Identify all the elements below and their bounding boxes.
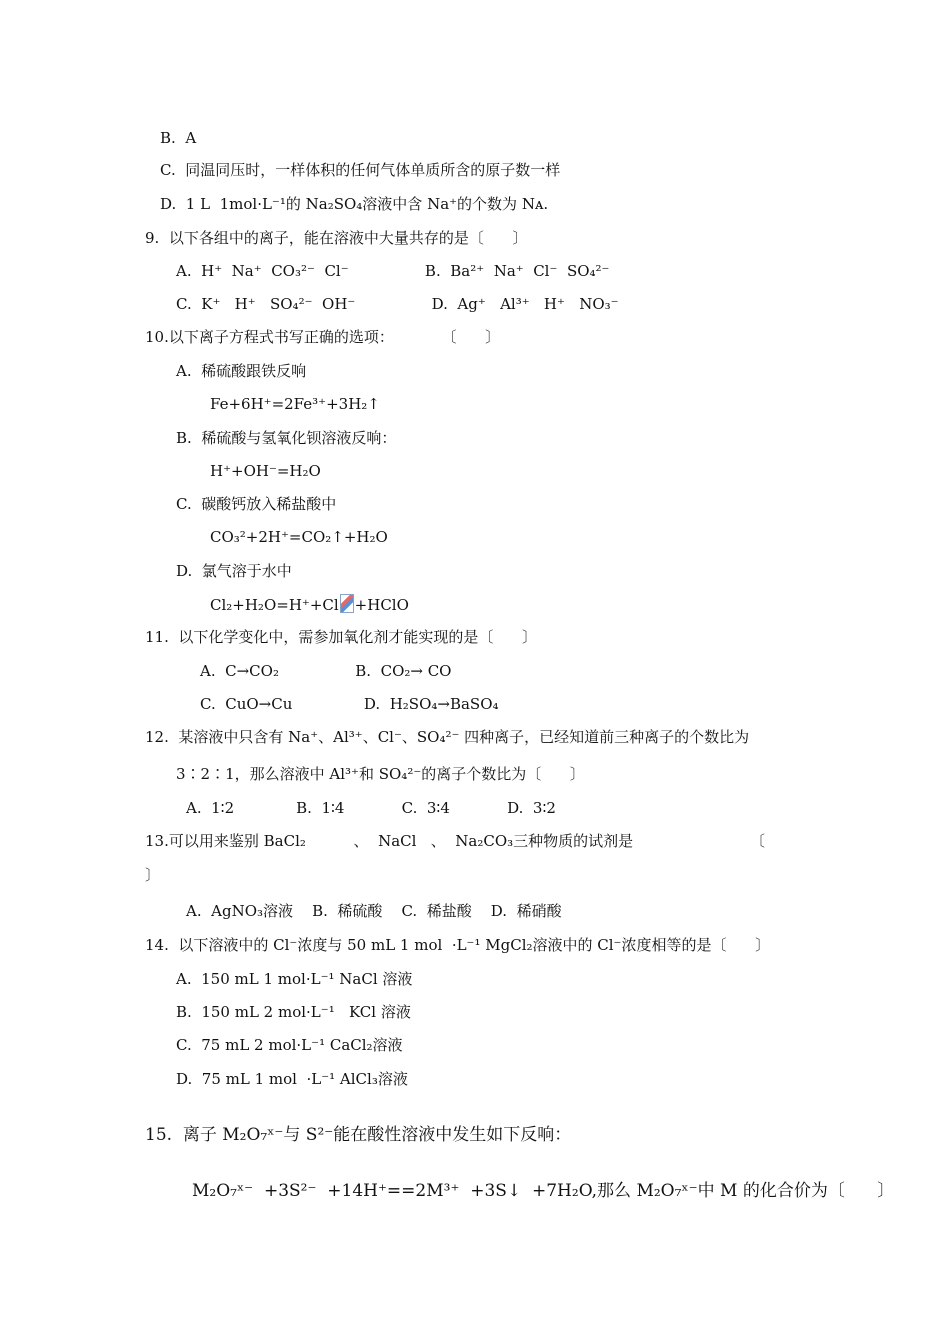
q10-option-b-equation: H⁺+OH⁻=H₂O xyxy=(210,462,321,480)
q10-option-a: A. 稀硫酸跟铁反响 xyxy=(176,362,307,380)
q11-options-ab: A. C→CO₂ B. CO₂→ CO xyxy=(200,662,452,680)
q8-option-b: B. A xyxy=(160,129,197,147)
q10-d-equation-right: +HClO xyxy=(354,596,409,614)
q14-option-d: D. 75 mL 1 mol ·L⁻¹ AlCl₃溶液 xyxy=(176,1070,408,1088)
q11-options-cd: C. CuO→Cu D. H₂SO₄→BaSO₄ xyxy=(200,695,499,713)
q10-option-d: D. 氯气溶于水中 xyxy=(176,562,292,580)
q10-d-equation-left: Cl₂+H₂O=H⁺+Cl xyxy=(210,596,339,614)
q8-option-c: C. 同温同压时，一样体积的任何气体单质所含的原子数一样 xyxy=(160,161,561,179)
q10-option-d-equation xyxy=(210,594,409,615)
question-9: 9. 以下各组中的离子，能在溶液中大量共存的是〔 〕 xyxy=(145,229,528,247)
q10-option-a-equation: Fe+6H⁺=2Fe³⁺+3H₂↑ xyxy=(210,395,380,413)
q12-options: A. 1∶2 B. 1∶4 C. 3∶4 D. 3∶2 xyxy=(186,799,556,817)
q10-option-c: C. 碳酸钙放入稀盐酸中 xyxy=(176,495,337,513)
question-11: 11. 以下化学变化中，需参加氧化剂才能实现的是〔 〕 xyxy=(145,628,538,646)
q13-answer-paren-close: 〕 xyxy=(145,866,161,884)
q13-options: A. AgNO₃溶液 B. 稀硫酸 C. 稀盐酸 D. 稀硝酸 xyxy=(186,902,562,920)
question-15: 15. 离子 M₂O₇ˣ⁻与 S²⁻能在酸性溶液中发生如下反响： xyxy=(145,1125,572,1145)
q13-answer-paren-open: 〔 xyxy=(750,832,766,850)
q14-option-b: B. 150 mL 2 mol·L⁻¹ KCl 溶液 xyxy=(176,1003,411,1021)
q9-options-ab: A. H⁺ Na⁺ CO₃²⁻ Cl⁻ B. Ba²⁺ Na⁺ Cl⁻ SO₄²⁻ xyxy=(176,262,610,280)
q9-options-cd: C. K⁺ H⁺ SO₄²⁻ OH⁻ D. Ag⁺ Al³⁺ H⁺ NO₃⁻ xyxy=(176,295,619,313)
q12-continuation: 3∶2∶1，那么溶液中 Al³⁺和 SO₄²⁻的离子个数比为〔 〕 xyxy=(176,765,585,783)
question-12: 12. 某溶液中只含有 Na⁺、Al³⁺、Cl⁻、SO₄²⁻ 四种离子，已经知道前三种离子的个数比为 xyxy=(145,728,750,746)
question-14: 14. 以下溶液中的 Cl⁻浓度与 50 mL 1 mol ·L⁻¹ MgCl₂溶液中的 Cl⁻浓度相等的是〔 〕 xyxy=(145,936,771,954)
q10-option-c-equation: CO₃²+2H⁺=CO₂↑+H₂O xyxy=(210,528,388,546)
broken-image-icon xyxy=(340,594,354,613)
q8-option-d: D. 1 L 1mol·L⁻¹的 Na₂SO₄溶液中含 Na⁺的个数为 Nᴀ. xyxy=(160,195,549,213)
q15-equation: M₂O₇ˣ⁻ +3S²⁻ +14H⁺==2M³⁺ +3S↓ +7H₂O,那么 M₂O₇ˣ⁻中 M 的化合价为〔 〕 xyxy=(192,1181,895,1201)
question-13: 13.可以用来鉴别 BaCl₂ 、 NaCl 、 Na₂CO₃三种物质的试剂是 xyxy=(145,832,634,850)
q14-option-a: A. 150 mL 1 mol·L⁻¹ NaCl 溶液 xyxy=(176,970,413,988)
q10-option-b: B. 稀硫酸与氢氧化钡溶液反响： xyxy=(176,429,397,447)
q14-option-c: C. 75 mL 2 mol·L⁻¹ CaCl₂溶液 xyxy=(176,1036,403,1054)
question-10: 10.以下离子方程式书写正确的选项： 〔 〕 xyxy=(145,328,501,346)
